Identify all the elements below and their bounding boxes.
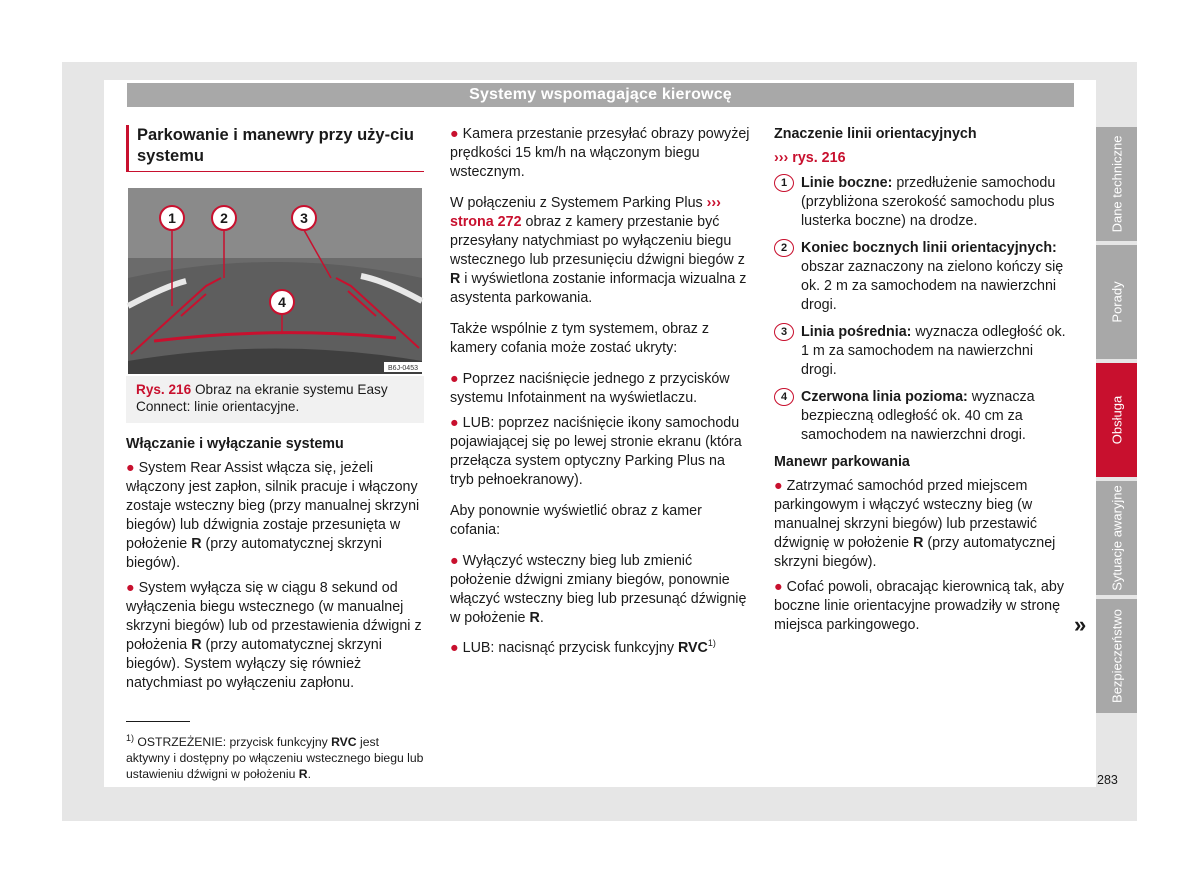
marker-3-icon [292, 206, 316, 230]
list-item: ● Cofać powoli, obracając kierownicą tak, aby boczne linie orientacyjne prowadziły w stronę miejsca parkingowego. [774, 579, 1064, 633]
figure-reference[interactable]: ››› rys. 216 [774, 150, 846, 166]
footnote-divider [126, 721, 190, 722]
bullet-icon: ● [450, 371, 459, 387]
paragraph: W połączeniu z Systemem Parking Plus ››› strona 272 obraz z kamery przestanie być przesyłany natychmiast po wyłączeniu biegu wstecznego lub przesunięciu dźwigni biegów z R i wyświetlona zostanie informacja wizualna z asystenta parkowania. [450, 195, 747, 306]
subhead-guide-lines: Znaczenie linii orientacyjnych [774, 126, 977, 142]
tab-porady[interactable]: Porady [1096, 245, 1137, 359]
marker-1-label: 1 [168, 210, 176, 226]
tab-obsluga[interactable]: Obsługa [1096, 363, 1137, 477]
paragraph: Aby ponownie wyświetlić obraz z kamer cofania: [450, 503, 702, 538]
bullet-icon: ● [450, 126, 459, 142]
subhead-on-off: Włączanie i wyłączanie systemu [126, 436, 344, 452]
chapter-header: Systemy wspomagające kierowcę [127, 83, 1074, 107]
continue-arrow-icon: » [1074, 612, 1087, 637]
bullet-icon: ● [450, 415, 459, 431]
list-item: ● Kamera przestanie przesyłać obrazy powyżej prędkości 15 km/h na włączonym biegu wstecznym. [450, 126, 750, 180]
list-item: 3 Linia pośrednia: wyznacza odległość ok. 1 m za samochodem na nawierzchni drogi. [774, 323, 1070, 380]
tab-sytuacje-awaryjne[interactable]: Sytuacje awaryjne [1096, 481, 1137, 595]
list-item: ● System Rear Assist włącza się, jeżeli włączony jest zapłon, silnik pracuje i włączony zostaje wsteczny bieg (przy manualnej skrzyni biegów) lub dźwignia zostaje przesunięta w położenie R (przy automatycznej skrzyni biegów). [126, 460, 420, 571]
tab-bezpieczenstwo[interactable]: Bezpieczeństwo [1096, 599, 1137, 713]
list-item: ● Zatrzymać samochód przed miejscem parkingowym i włączyć wsteczny bieg (w manualnej skrzyni biegów) lub przestawić dźwignię w położenie R (przy automatycznej skrzyni biegów). [774, 478, 1056, 570]
figure-caption [126, 376, 424, 415]
list-item: ● LUB: poprzez naciśnięcie ikony samochodu pojawiającej się po lewej stronie ekranu (która przełącza system optyczny Parking Plus na tryb pełnoekranowy). [450, 415, 742, 488]
tab-dane-techniczne[interactable]: Dane techniczne [1096, 127, 1137, 241]
subhead-parking: Manewr parkowania [774, 454, 910, 470]
marker-2-label: 2 [220, 210, 228, 226]
chapter-tabs [1096, 127, 1137, 717]
marker-1-icon [160, 206, 184, 230]
number-3-icon: 3 [774, 323, 794, 341]
marker-4-label: 4 [278, 294, 286, 310]
number-2-icon: 2 [774, 239, 794, 257]
bullet-icon: ● [774, 579, 783, 595]
list-item: 2 Koniec bocznych linii orientacyjnych: obszar zaznaczony na zielono kończy się ok. 2 m za samochodem na nawierzchni drogi. [774, 239, 1070, 315]
list-item: ● Poprzez naciśnięcie jednego z przycisków systemu Infotainment na wyświetlaczu. [450, 371, 730, 406]
list-item: ● System wyłącza się w ciągu 8 sekund od wyłączenia biegu wstecznego (w manualnej skrzyni biegów) lub od przestawienia dźwigni z położenia R (przy automatycznej skrzyni biegów). System wyłączy się również natychmiast po wyłączeniu zapłonu. [126, 580, 422, 691]
marker-4-icon [270, 290, 294, 314]
list-item: 1 Linie boczne: przedłużenie samochodu (przybliżona szerokość samochodu plus lusterka boczne) na drodze. [774, 174, 1070, 231]
bullet-icon: ● [126, 580, 135, 596]
figure-code: B6J-0453 [388, 365, 418, 372]
number-4-icon: 4 [774, 388, 794, 406]
camera-view-illustration [126, 186, 424, 376]
list-item: ● Wyłączyć wsteczny bieg lub zmienić położenie dźwigni zmiany biegów, ponownie włączyć wsteczny bieg lub przesunąć dźwignię w położenie R. [450, 553, 747, 626]
marker-2-icon [212, 206, 236, 230]
bullet-icon: ● [126, 460, 135, 476]
page-number: 283 [1097, 773, 1118, 787]
page-link[interactable]: ››› strona 272 [450, 195, 721, 230]
figure-216 [126, 186, 424, 423]
list-item: 4 Czerwona linia pozioma: wyznacza bezpieczną odległość ok. 40 cm za samochodem na nawierzchni drogi. [774, 388, 1070, 445]
footnote: $^{1)}$ OSTRZEŻENIE: przycisk funkcyjny RVC jest aktywny i dostępny po włączeniu wstecznego biegu lub ustawieniu dźwigni w położeniu R. [126, 733, 424, 782]
caption-label: Rys. 216 [136, 382, 192, 397]
caption-text: Obraz na ekranie systemu Easy Connect: linie orientacyjne. [136, 382, 388, 414]
bullet-icon: ● [450, 553, 459, 569]
marker-3-label: 3 [300, 210, 308, 226]
number-1-icon: 1 [774, 174, 794, 192]
column-left [126, 125, 424, 782]
bullet-icon: ● [774, 478, 783, 494]
column-middle [450, 125, 750, 664]
bullet-icon: ● [450, 639, 459, 656]
list-item: ● LUB: nacisnąć przycisk funkcyjny RVC$^{1)}$ [450, 638, 716, 656]
paragraph: Także wspólnie z tym systemem, obraz z kamery cofania może zostać ukryty: [450, 321, 710, 356]
section-title: Parkowanie i manewry przy uży-ciu systemu [126, 125, 424, 172]
column-right [774, 125, 1070, 641]
